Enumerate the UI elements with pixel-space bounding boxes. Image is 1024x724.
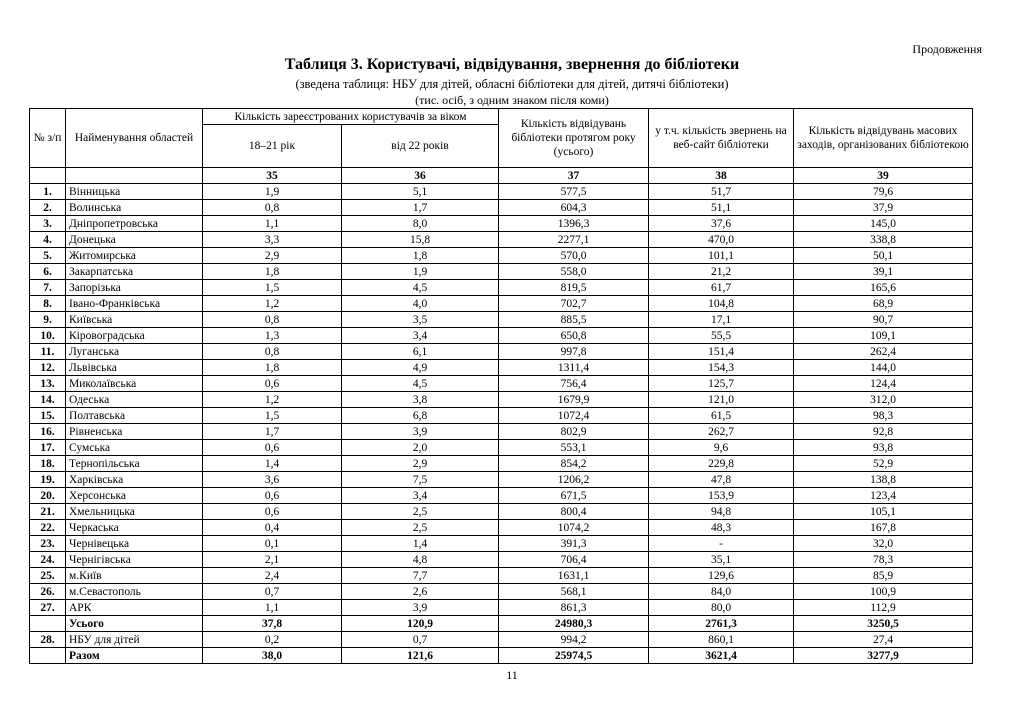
users-18-21: 0,2 xyxy=(203,632,342,648)
row-number xyxy=(30,616,66,632)
mass-event-visits: 138,8 xyxy=(794,472,973,488)
library-visits: 671,5 xyxy=(499,488,649,504)
table-title: Таблиця 3. Користувачі, відвідування, звернення до бібліотеки xyxy=(284,56,740,73)
library-users-table xyxy=(29,108,973,664)
total-row xyxy=(30,648,973,664)
region-name: Одеська xyxy=(66,392,203,408)
column-number-empty xyxy=(66,168,203,184)
users-18-21: 0,8 xyxy=(203,312,342,328)
mass-event-visits: 100,9 xyxy=(794,584,973,600)
row-number: 4. xyxy=(30,232,66,248)
table-row xyxy=(30,296,973,312)
users-22-plus: 6,8 xyxy=(342,408,499,424)
library-visits: 577,5 xyxy=(499,184,649,200)
header-region: Найменування областей xyxy=(66,109,203,168)
mass-event-visits: 85,9 xyxy=(794,568,973,584)
region-name: Київська xyxy=(66,312,203,328)
library-visits: 997,8 xyxy=(499,344,649,360)
region-name: Сумська xyxy=(66,440,203,456)
region-name: Миколаївська xyxy=(66,376,203,392)
library-visits: 24980,3 xyxy=(499,616,649,632)
web-requests: 94,8 xyxy=(649,504,794,520)
mass-event-visits: 98,3 xyxy=(794,408,973,424)
mass-event-visits: 262,4 xyxy=(794,344,973,360)
region-name: АРК xyxy=(66,600,203,616)
row-number: 27. xyxy=(30,600,66,616)
row-number: 26. xyxy=(30,584,66,600)
column-number: 35 xyxy=(203,168,342,184)
users-22-plus: 3,4 xyxy=(342,328,499,344)
users-22-plus: 3,5 xyxy=(342,312,499,328)
web-requests: 9,6 xyxy=(649,440,794,456)
region-name: Херсонська xyxy=(66,488,203,504)
users-18-21: 37,8 xyxy=(203,616,342,632)
library-visits: 1206,2 xyxy=(499,472,649,488)
mass-event-visits: 27,4 xyxy=(794,632,973,648)
users-18-21: 1,4 xyxy=(203,456,342,472)
users-18-21: 1,8 xyxy=(203,360,342,376)
table-row xyxy=(30,264,973,280)
header-age-22-plus: від 22 років xyxy=(342,125,499,168)
users-22-plus: 4,0 xyxy=(342,296,499,312)
web-requests: 153,9 xyxy=(649,488,794,504)
mass-event-visits: 78,3 xyxy=(794,552,973,568)
users-18-21: 0,6 xyxy=(203,488,342,504)
table-row xyxy=(30,232,973,248)
row-number: 2. xyxy=(30,200,66,216)
users-22-plus: 6,1 xyxy=(342,344,499,360)
row-number: 3. xyxy=(30,216,66,232)
users-18-21: 2,9 xyxy=(203,248,342,264)
users-22-plus: 4,9 xyxy=(342,360,499,376)
region-name: м.Київ xyxy=(66,568,203,584)
table-row xyxy=(30,456,973,472)
users-18-21: 0,8 xyxy=(203,200,342,216)
users-22-plus: 5,1 xyxy=(342,184,499,200)
web-requests: 151,4 xyxy=(649,344,794,360)
library-visits: 1631,1 xyxy=(499,568,649,584)
region-name: Рівненська xyxy=(66,424,203,440)
users-22-plus: 15,8 xyxy=(342,232,499,248)
users-22-plus: 1,9 xyxy=(342,264,499,280)
column-number: 36 xyxy=(342,168,499,184)
mass-event-visits: 3250,5 xyxy=(794,616,973,632)
users-22-plus: 1,7 xyxy=(342,200,499,216)
table-row xyxy=(30,520,973,536)
web-requests: 104,8 xyxy=(649,296,794,312)
mass-event-visits: 50,1 xyxy=(794,248,973,264)
library-visits: 1074,2 xyxy=(499,520,649,536)
header-num: № з/п xyxy=(30,109,66,168)
library-visits: 570,0 xyxy=(499,248,649,264)
mass-event-visits: 144,0 xyxy=(794,360,973,376)
region-name: Закарпатська xyxy=(66,264,203,280)
header-mass-events: Кількість відвідувань масових заходів, організованих бібліотекою xyxy=(794,109,973,168)
library-visits: 1072,4 xyxy=(499,408,649,424)
library-visits: 1396,3 xyxy=(499,216,649,232)
web-requests: 80,0 xyxy=(649,600,794,616)
library-visits: 1679,9 xyxy=(499,392,649,408)
region-name: м.Севастополь xyxy=(66,584,203,600)
library-visits: 702,7 xyxy=(499,296,649,312)
row-number: 10. xyxy=(30,328,66,344)
users-22-plus: 2,5 xyxy=(342,504,499,520)
row-number: 21. xyxy=(30,504,66,520)
region-name: Чернівецька xyxy=(66,536,203,552)
users-22-plus: 0,7 xyxy=(342,632,499,648)
users-22-plus: 121,6 xyxy=(342,648,499,664)
users-22-plus: 3,8 xyxy=(342,392,499,408)
users-22-plus: 7,5 xyxy=(342,472,499,488)
mass-event-visits: 90,7 xyxy=(794,312,973,328)
region-name: Полтавська xyxy=(66,408,203,424)
users-18-21: 1,1 xyxy=(203,600,342,616)
library-visits: 568,1 xyxy=(499,584,649,600)
users-22-plus: 4,8 xyxy=(342,552,499,568)
mass-event-visits: 32,0 xyxy=(794,536,973,552)
row-number: 11. xyxy=(30,344,66,360)
web-requests: 61,5 xyxy=(649,408,794,424)
region-name: Луганська xyxy=(66,344,203,360)
users-18-21: 1,5 xyxy=(203,408,342,424)
library-visits: 885,5 xyxy=(499,312,649,328)
mass-event-visits: 312,0 xyxy=(794,392,973,408)
web-requests: 262,7 xyxy=(649,424,794,440)
table-row xyxy=(30,504,973,520)
users-22-plus: 2,6 xyxy=(342,584,499,600)
library-visits: 558,0 xyxy=(499,264,649,280)
library-visits: 1311,4 xyxy=(499,360,649,376)
users-18-21: 1,9 xyxy=(203,184,342,200)
column-number-empty xyxy=(30,168,66,184)
web-requests: 17,1 xyxy=(649,312,794,328)
table-row xyxy=(30,424,973,440)
table-row xyxy=(30,488,973,504)
mass-event-visits: 112,9 xyxy=(794,600,973,616)
region-name: Черкаська xyxy=(66,520,203,536)
region-name: Усього xyxy=(66,616,203,632)
mass-event-visits: 165,6 xyxy=(794,280,973,296)
column-number: 37 xyxy=(499,168,649,184)
users-18-21: 3,3 xyxy=(203,232,342,248)
web-requests: 470,0 xyxy=(649,232,794,248)
web-requests: 121,0 xyxy=(649,392,794,408)
row-number: 13. xyxy=(30,376,66,392)
library-visits: 854,2 xyxy=(499,456,649,472)
row-number: 12. xyxy=(30,360,66,376)
library-visits: 819,5 xyxy=(499,280,649,296)
users-18-21: 2,4 xyxy=(203,568,342,584)
users-22-plus: 1,8 xyxy=(342,248,499,264)
library-visits: 802,9 xyxy=(499,424,649,440)
table-row xyxy=(30,472,973,488)
users-18-21: 0,6 xyxy=(203,376,342,392)
users-22-plus: 2,5 xyxy=(342,520,499,536)
header-users-by-age: Кількість зареєстрованих користувачів за віком xyxy=(203,109,499,125)
row-number: 18. xyxy=(30,456,66,472)
mass-event-visits: 145,0 xyxy=(794,216,973,232)
mass-event-visits: 93,8 xyxy=(794,440,973,456)
row-number: 5. xyxy=(30,248,66,264)
users-22-plus: 7,7 xyxy=(342,568,499,584)
table-row xyxy=(30,584,973,600)
web-requests: 61,7 xyxy=(649,280,794,296)
users-22-plus: 120,9 xyxy=(342,616,499,632)
table-body xyxy=(30,184,973,664)
library-visits: 604,3 xyxy=(499,200,649,216)
region-name: Івано-Франківська xyxy=(66,296,203,312)
table-row xyxy=(30,216,973,232)
subtotal-row xyxy=(30,616,973,632)
web-requests: 51,1 xyxy=(649,200,794,216)
library-visits: 756,4 xyxy=(499,376,649,392)
header-age-18-21: 18–21 рік xyxy=(203,125,342,168)
users-22-plus: 1,4 xyxy=(342,536,499,552)
mass-event-visits: 124,4 xyxy=(794,376,973,392)
page-number: 11 xyxy=(506,668,518,682)
column-number: 38 xyxy=(649,168,794,184)
web-requests: 229,8 xyxy=(649,456,794,472)
web-requests: 37,6 xyxy=(649,216,794,232)
table-row xyxy=(30,600,973,616)
region-name: Хмельницька xyxy=(66,504,203,520)
row-number: 15. xyxy=(30,408,66,424)
column-number: 39 xyxy=(794,168,973,184)
users-18-21: 2,1 xyxy=(203,552,342,568)
users-22-plus: 4,5 xyxy=(342,280,499,296)
users-22-plus: 3,9 xyxy=(342,600,499,616)
users-18-21: 0,4 xyxy=(203,520,342,536)
row-number: 22. xyxy=(30,520,66,536)
library-visits: 994,2 xyxy=(499,632,649,648)
row-number: 6. xyxy=(30,264,66,280)
mass-event-visits: 3277,9 xyxy=(794,648,973,664)
region-name: НБУ для дітей xyxy=(66,632,203,648)
region-name: Дніпропетровська xyxy=(66,216,203,232)
table-row xyxy=(30,280,973,296)
column-number-row xyxy=(30,168,973,184)
header-visits: Кількість відвідувань бібліотеки протягом року (усього) xyxy=(499,109,649,168)
table-row xyxy=(30,568,973,584)
row-number: 16. xyxy=(30,424,66,440)
region-name: Вінницька xyxy=(66,184,203,200)
mass-event-visits: 123,4 xyxy=(794,488,973,504)
users-18-21: 0,6 xyxy=(203,504,342,520)
users-18-21: 3,6 xyxy=(203,472,342,488)
table-row xyxy=(30,312,973,328)
row-number: 1. xyxy=(30,184,66,200)
region-name: Чернігівська xyxy=(66,552,203,568)
table-subtitle: (зведена таблиця: НБУ для дітей, обласні бібліотеки для дітей, дитячі бібліотеки) xyxy=(295,77,729,91)
row-number: 24. xyxy=(30,552,66,568)
table-row xyxy=(30,376,973,392)
region-name: Волинська xyxy=(66,200,203,216)
users-18-21: 1,1 xyxy=(203,216,342,232)
web-requests: 154,3 xyxy=(649,360,794,376)
users-18-21: 0,1 xyxy=(203,536,342,552)
library-visits: 391,3 xyxy=(499,536,649,552)
region-name: Кіровоградська xyxy=(66,328,203,344)
users-18-21: 1,2 xyxy=(203,296,342,312)
table-row xyxy=(30,200,973,216)
region-name: Харківська xyxy=(66,472,203,488)
users-18-21: 1,3 xyxy=(203,328,342,344)
web-requests: 47,8 xyxy=(649,472,794,488)
mass-event-visits: 39,1 xyxy=(794,264,973,280)
web-requests: 55,5 xyxy=(649,328,794,344)
row-number xyxy=(30,648,66,664)
row-number: 8. xyxy=(30,296,66,312)
web-requests: 51,7 xyxy=(649,184,794,200)
web-requests: 860,1 xyxy=(649,632,794,648)
users-22-plus: 2,9 xyxy=(342,456,499,472)
row-number: 19. xyxy=(30,472,66,488)
table-row xyxy=(30,552,973,568)
table-row xyxy=(30,248,973,264)
library-visits: 25974,5 xyxy=(499,648,649,664)
users-18-21: 0,7 xyxy=(203,584,342,600)
mass-event-visits: 105,1 xyxy=(794,504,973,520)
region-name: Тернопільська xyxy=(66,456,203,472)
row-number: 28. xyxy=(30,632,66,648)
row-number: 20. xyxy=(30,488,66,504)
mass-event-visits: 167,8 xyxy=(794,520,973,536)
region-name: Донецька xyxy=(66,232,203,248)
table-row xyxy=(30,632,973,648)
mass-event-visits: 338,8 xyxy=(794,232,973,248)
region-name: Разом xyxy=(66,648,203,664)
web-requests: 101,1 xyxy=(649,248,794,264)
row-number: 23. xyxy=(30,536,66,552)
mass-event-visits: 79,6 xyxy=(794,184,973,200)
web-requests: 3621,4 xyxy=(649,648,794,664)
web-requests: 2761,3 xyxy=(649,616,794,632)
row-number: 25. xyxy=(30,568,66,584)
mass-event-visits: 37,9 xyxy=(794,200,973,216)
table-row xyxy=(30,536,973,552)
row-number: 7. xyxy=(30,280,66,296)
library-visits: 553,1 xyxy=(499,440,649,456)
table-unit: (тис. осіб, з одним знаком після коми) xyxy=(415,93,609,107)
mass-event-visits: 52,9 xyxy=(794,456,973,472)
mass-event-visits: 68,9 xyxy=(794,296,973,312)
library-visits: 861,3 xyxy=(499,600,649,616)
web-requests: - xyxy=(649,536,794,552)
users-22-plus: 4,5 xyxy=(342,376,499,392)
library-visits: 706,4 xyxy=(499,552,649,568)
users-18-21: 1,2 xyxy=(203,392,342,408)
users-18-21: 0,6 xyxy=(203,440,342,456)
row-number: 17. xyxy=(30,440,66,456)
table-row xyxy=(30,440,973,456)
users-22-plus: 3,9 xyxy=(342,424,499,440)
mass-event-visits: 109,1 xyxy=(794,328,973,344)
region-name: Львівська xyxy=(66,360,203,376)
table-row xyxy=(30,328,973,344)
library-visits: 2277,1 xyxy=(499,232,649,248)
web-requests: 21,2 xyxy=(649,264,794,280)
web-requests: 125,7 xyxy=(649,376,794,392)
web-requests: 84,0 xyxy=(649,584,794,600)
users-22-plus: 2,0 xyxy=(342,440,499,456)
table-row xyxy=(30,408,973,424)
region-name: Житомирська xyxy=(66,248,203,264)
header-web-requests: у т.ч. кількість звернень на веб-сайт бібліотеки xyxy=(649,109,794,168)
users-18-21: 1,7 xyxy=(203,424,342,440)
row-number: 9. xyxy=(30,312,66,328)
web-requests: 129,6 xyxy=(649,568,794,584)
library-visits: 650,8 xyxy=(499,328,649,344)
table-row xyxy=(30,184,973,200)
region-name: Запорізька xyxy=(66,280,203,296)
users-18-21: 1,5 xyxy=(203,280,342,296)
users-22-plus: 3,4 xyxy=(342,488,499,504)
library-visits: 800,4 xyxy=(499,504,649,520)
table-row xyxy=(30,392,973,408)
mass-event-visits: 92,8 xyxy=(794,424,973,440)
continuation-label: Продовження xyxy=(912,42,982,56)
users-18-21: 1,8 xyxy=(203,264,342,280)
web-requests: 35,1 xyxy=(649,552,794,568)
users-18-21: 38,0 xyxy=(203,648,342,664)
table-row xyxy=(30,344,973,360)
users-22-plus: 8,0 xyxy=(342,216,499,232)
table-row xyxy=(30,360,973,376)
users-18-21: 0,8 xyxy=(203,344,342,360)
web-requests: 48,3 xyxy=(649,520,794,536)
row-number: 14. xyxy=(30,392,66,408)
